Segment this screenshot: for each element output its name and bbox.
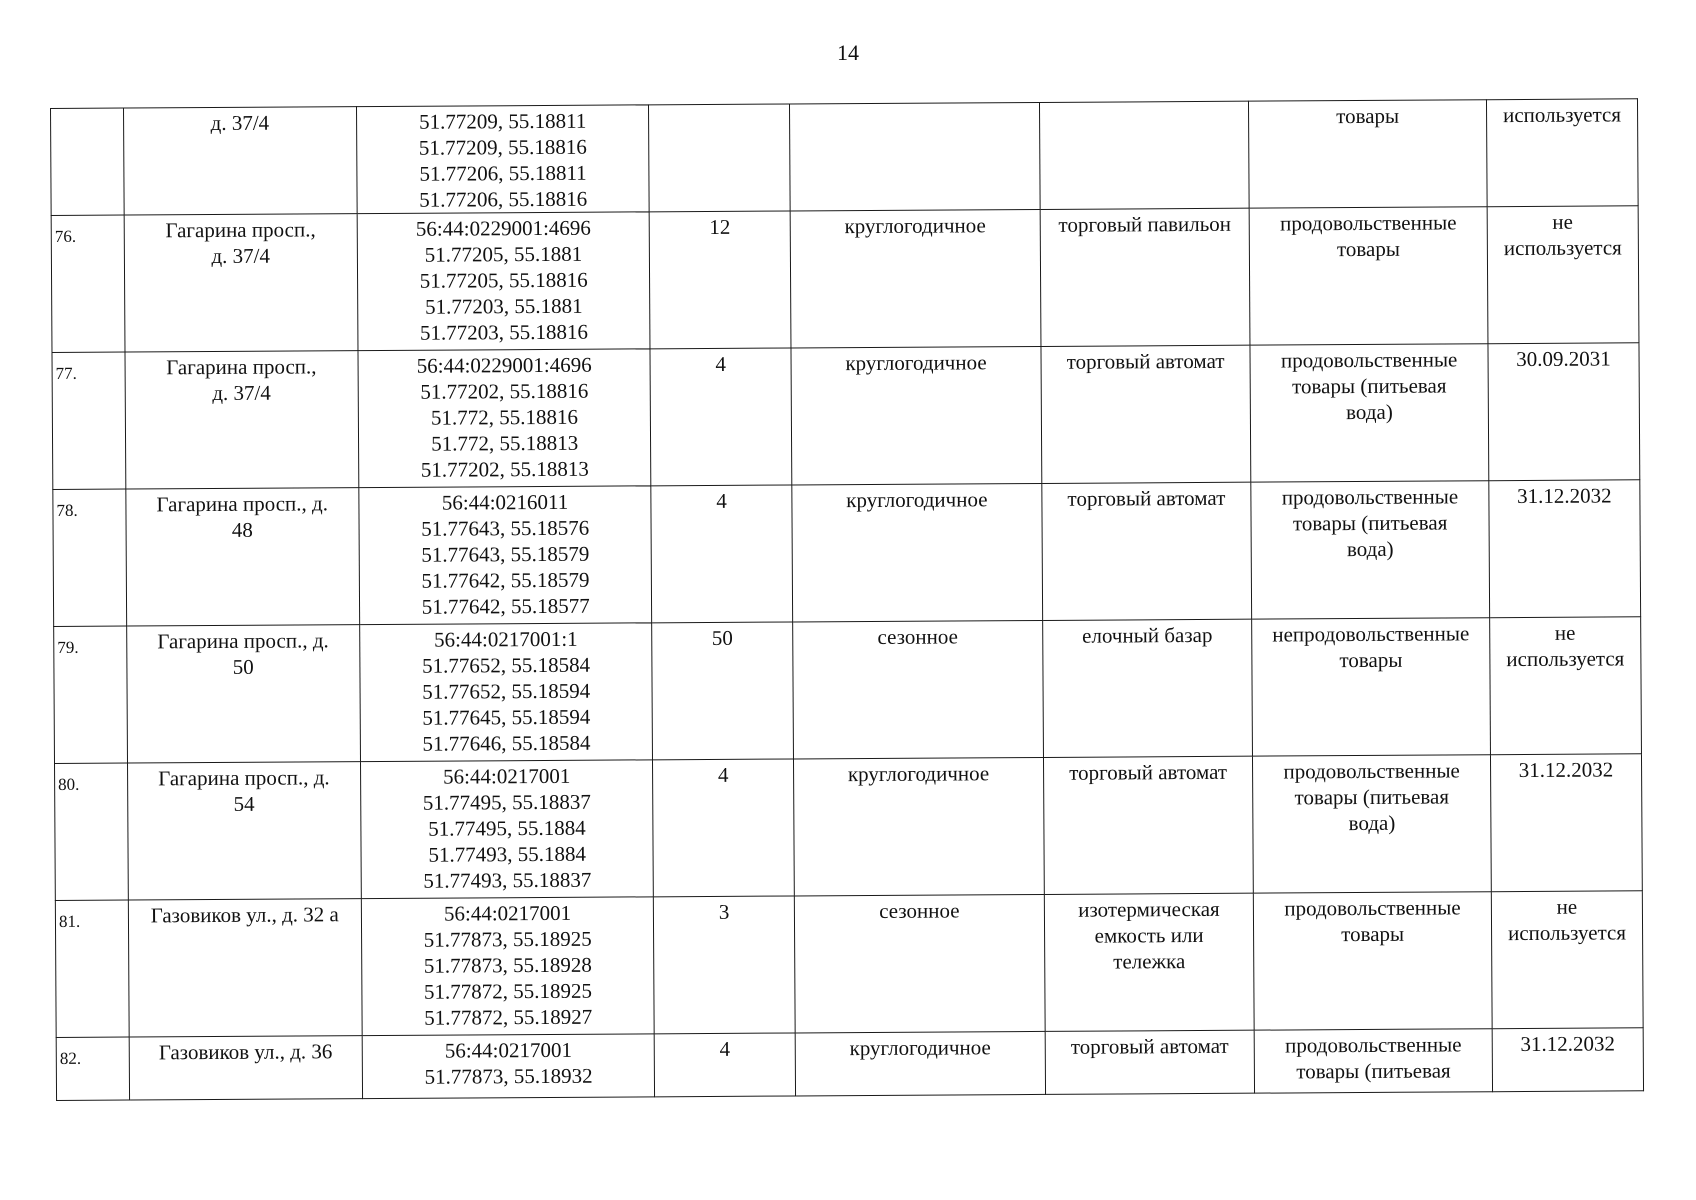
address-line: д. 37/4 bbox=[211, 243, 271, 269]
type-line: торговый автомат bbox=[1070, 1033, 1229, 1059]
cell-type bbox=[1039, 101, 1249, 209]
cell-period: круглогодичное bbox=[791, 346, 1042, 485]
cell-type bbox=[1043, 756, 1253, 894]
coordinate-line: 51.77646, 55.18584 bbox=[422, 730, 591, 756]
cell-date bbox=[1491, 891, 1643, 1029]
address-line: Гагарина просп., д. bbox=[158, 765, 330, 791]
date-line: 31.12.2032 bbox=[1520, 1031, 1616, 1057]
coordinate-line: 56:44:0217001 bbox=[444, 1037, 573, 1063]
coordinate-line: 51.77209, 55.18816 bbox=[418, 134, 587, 160]
cell-period: круглогодичное bbox=[794, 757, 1045, 896]
address-line: 54 bbox=[233, 791, 255, 816]
cell-specialization bbox=[1249, 207, 1487, 345]
cell-address bbox=[129, 1036, 363, 1100]
table-row bbox=[51, 206, 1639, 353]
cell-area: 12 bbox=[649, 211, 791, 349]
address-line: д. 37/4 bbox=[210, 110, 270, 136]
coordinate-line: 51.77205, 55.1881 bbox=[424, 241, 583, 267]
cell-period bbox=[790, 102, 1040, 211]
address-line: Гагарина просп., д. bbox=[157, 628, 329, 654]
cell-period: круглогодичное bbox=[792, 483, 1043, 622]
type-line: изотермическая bbox=[1078, 896, 1220, 922]
cell-coordinates bbox=[362, 1034, 654, 1099]
cell-number: 80. bbox=[55, 763, 128, 900]
specialization-line: продовольственные bbox=[1285, 1032, 1462, 1058]
coordinate-line: 51.77643, 55.18579 bbox=[421, 541, 590, 567]
type-line: емкость или bbox=[1094, 922, 1204, 948]
cell-area: 3 bbox=[653, 896, 795, 1034]
cell-area: 4 bbox=[653, 759, 795, 897]
cell-date bbox=[1487, 206, 1639, 344]
address-line: Гагарина просп., bbox=[166, 354, 317, 380]
cell-date bbox=[1490, 754, 1642, 892]
cell-specialization bbox=[1249, 100, 1487, 208]
type-line: торговый автомат bbox=[1069, 759, 1228, 785]
cell-period: сезонное bbox=[793, 620, 1044, 759]
coordinate-line: 56:44:0217001 bbox=[443, 763, 571, 789]
address-line: Гагарина просп., bbox=[165, 217, 316, 243]
specialization-line: продовольственные bbox=[1280, 347, 1458, 373]
cell-number: 79. bbox=[54, 626, 127, 763]
coordinate-line: 51.77642, 55.18579 bbox=[421, 567, 590, 593]
cell-date bbox=[1488, 343, 1640, 481]
cell-specialization bbox=[1254, 1029, 1492, 1093]
address-line: Гагарина просп., д. bbox=[156, 491, 329, 517]
cell-area: 4 bbox=[654, 1033, 795, 1097]
date-line: 31.12.2032 bbox=[1517, 483, 1612, 509]
coordinate-line: 51.77493, 55.1884 bbox=[428, 841, 586, 867]
cell-number: 77. bbox=[52, 352, 125, 489]
date-line: 30.09.2031 bbox=[1516, 346, 1611, 372]
cell-address bbox=[124, 214, 358, 352]
cell-area bbox=[649, 104, 791, 212]
date-line: не bbox=[1556, 894, 1578, 919]
coordinate-line: 51.77872, 55.18925 bbox=[423, 978, 593, 1004]
specialization-line: товары bbox=[1336, 103, 1400, 129]
cell-date bbox=[1486, 99, 1638, 207]
cell-area: 4 bbox=[651, 485, 793, 623]
trade-places-table bbox=[50, 98, 1644, 1101]
coordinate-line: 51.77873, 55.18932 bbox=[424, 1063, 593, 1089]
cell-coordinates bbox=[357, 105, 650, 214]
cell-number bbox=[51, 108, 124, 215]
cell-date bbox=[1490, 617, 1642, 755]
specialization-line: вода) bbox=[1346, 536, 1394, 562]
cell-coordinates bbox=[360, 623, 653, 762]
cell-period: круглогодичное bbox=[795, 1031, 1045, 1096]
cell-coordinates bbox=[359, 486, 652, 625]
table-body bbox=[51, 99, 1644, 1101]
coordinate-line: 51.77873, 55.18928 bbox=[423, 952, 592, 978]
coordinate-line: 51.77645, 55.18594 bbox=[422, 704, 591, 730]
coordinate-line: 51.77872, 55.18927 bbox=[424, 1004, 593, 1030]
coordinate-line: 51.77495, 55.18837 bbox=[422, 789, 591, 815]
table-row bbox=[55, 754, 1643, 901]
specialization-line: продовольственные bbox=[1281, 484, 1459, 510]
cell-period: сезонное bbox=[794, 894, 1045, 1033]
specialization-line: продовольственные bbox=[1283, 758, 1460, 784]
cell-coordinates bbox=[357, 212, 650, 351]
cell-specialization bbox=[1250, 344, 1488, 482]
cell-specialization bbox=[1252, 618, 1490, 756]
date-line: не bbox=[1554, 620, 1576, 645]
coordinate-line: 51.77205, 55.18816 bbox=[419, 267, 588, 293]
specialization-line: товары bbox=[1341, 921, 1405, 947]
address-line: Газовиков ул., д. 32 а bbox=[150, 902, 339, 928]
coordinate-line: 51.77652, 55.18594 bbox=[422, 678, 591, 704]
address-line: д. 37/4 bbox=[212, 380, 271, 406]
table-row bbox=[52, 343, 1640, 490]
coordinate-line: 51.772, 55.18816 bbox=[430, 404, 579, 430]
specialization-line: товары bbox=[1336, 236, 1401, 262]
specialization-line: товары (питьевая bbox=[1292, 373, 1447, 399]
cell-number: 82. bbox=[56, 1037, 129, 1100]
cell-type bbox=[1045, 1030, 1255, 1094]
table-row bbox=[55, 891, 1643, 1038]
cell-address bbox=[126, 625, 360, 763]
coordinate-line: 51.77643, 55.18576 bbox=[421, 515, 590, 541]
coordinate-line: 51.77206, 55.18811 bbox=[419, 160, 587, 186]
cell-coordinates bbox=[361, 897, 654, 1036]
coordinate-line: 51.77652, 55.18584 bbox=[421, 652, 591, 678]
table-row bbox=[53, 480, 1641, 627]
type-line: торговый автомат bbox=[1067, 485, 1226, 511]
cell-area: 50 bbox=[652, 622, 794, 760]
cell-number: 76. bbox=[51, 215, 124, 352]
address-line: 50 bbox=[232, 654, 254, 679]
cell-address bbox=[125, 488, 359, 626]
coordinate-line: 51.77203, 55.1881 bbox=[425, 293, 583, 319]
type-line: торговый автомат bbox=[1066, 348, 1225, 374]
type-line: елочный базар bbox=[1082, 622, 1213, 648]
specialization-line: вода) bbox=[1348, 810, 1396, 836]
date-line: используется bbox=[1502, 102, 1622, 128]
address-line: 48 bbox=[231, 517, 253, 542]
cell-specialization bbox=[1253, 755, 1491, 893]
cell-type bbox=[1042, 619, 1252, 757]
cell-address bbox=[124, 351, 358, 489]
coordinate-line: 51.772, 55.18813 bbox=[431, 430, 579, 456]
cell-date bbox=[1489, 480, 1641, 618]
cell-specialization bbox=[1254, 892, 1492, 1030]
coordinate-line: 51.77202, 55.18816 bbox=[420, 378, 589, 404]
table-row-continuation bbox=[51, 99, 1639, 216]
coordinate-line: 51.77873, 55.18925 bbox=[423, 926, 592, 952]
coordinate-line: 56:44:0229001:4696 bbox=[415, 215, 591, 241]
cell-specialization bbox=[1251, 481, 1489, 619]
cell-address bbox=[123, 107, 357, 215]
specialization-line: продовольственные bbox=[1284, 895, 1461, 921]
coordinate-line: 51.77202, 55.18813 bbox=[420, 456, 589, 482]
table-row bbox=[54, 617, 1642, 764]
specialization-line: товары (питьевая bbox=[1294, 784, 1450, 810]
table-row bbox=[56, 1028, 1643, 1101]
cell-type bbox=[1042, 482, 1252, 620]
specialization-line: товары bbox=[1339, 647, 1403, 673]
date-line: используется bbox=[1506, 646, 1625, 672]
coordinate-line: 56:44:0217001:1 bbox=[434, 626, 578, 652]
address-line: Газовиков ул., д. 36 bbox=[158, 1039, 333, 1065]
specialization-line: товары (питьевая bbox=[1296, 1058, 1451, 1084]
date-line: 31.12.2032 bbox=[1518, 757, 1614, 783]
specialization-line: непродовольственные bbox=[1272, 621, 1470, 647]
coordinate-line: 56:44:0216011 bbox=[441, 489, 569, 515]
cell-period: круглогодичное bbox=[790, 209, 1041, 348]
date-line: используется bbox=[1507, 920, 1627, 946]
cell-number: 81. bbox=[55, 900, 128, 1037]
coordinate-line: 56:44:0217001 bbox=[443, 900, 572, 926]
coordinate-line: 56:44:0229001:4696 bbox=[416, 352, 592, 378]
coordinate-line: 51.77206, 55.18816 bbox=[419, 186, 588, 212]
date-line: используется bbox=[1503, 235, 1622, 261]
cell-area: 4 bbox=[650, 348, 792, 486]
cell-type bbox=[1040, 208, 1250, 346]
cell-type bbox=[1044, 893, 1254, 1031]
coordinate-line: 51.77203, 55.18816 bbox=[419, 319, 589, 345]
cell-date bbox=[1492, 1028, 1643, 1092]
specialization-line: товары (питьевая bbox=[1292, 510, 1448, 536]
coordinate-line: 51.77495, 55.1884 bbox=[428, 815, 586, 841]
type-line: торговый павильон bbox=[1058, 211, 1232, 237]
page-number: 14 bbox=[837, 40, 859, 65]
type-line: тележка bbox=[1113, 949, 1186, 974]
coordinate-line: 51.77209, 55.18811 bbox=[419, 108, 587, 134]
table-wrapper bbox=[50, 98, 1644, 1101]
cell-coordinates bbox=[358, 349, 651, 488]
cell-number: 78. bbox=[53, 489, 126, 626]
cell-address bbox=[127, 762, 361, 900]
cell-type bbox=[1041, 345, 1251, 483]
coordinate-line: 51.77493, 55.18837 bbox=[423, 867, 592, 893]
date-line: не bbox=[1552, 209, 1574, 234]
cell-coordinates bbox=[361, 760, 654, 899]
specialization-line: вода) bbox=[1346, 399, 1393, 425]
coordinate-line: 51.77642, 55.18577 bbox=[421, 593, 590, 619]
cell-address bbox=[128, 899, 362, 1037]
specialization-line: продовольственные bbox=[1280, 210, 1457, 236]
